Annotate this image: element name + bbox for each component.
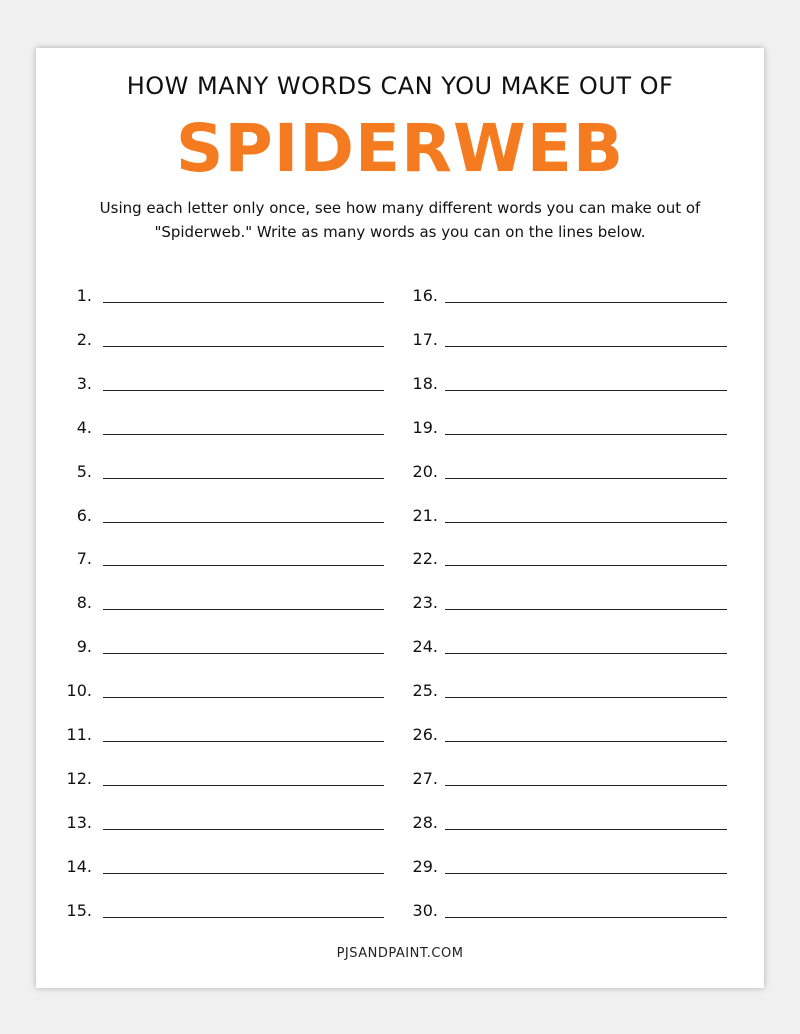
answer-line-number: 28. [412,812,438,832]
answer-line-rule[interactable] [445,917,727,918]
answer-line-number: 3. [76,373,92,393]
answer-line-number: 27. [412,768,438,788]
answer-line-number: 2. [76,329,92,349]
answer-line-rule[interactable] [445,478,727,479]
answer-line [0,460,800,484]
answer-line-rule[interactable] [445,741,727,742]
answer-line-rule[interactable] [445,346,727,347]
answer-line [0,723,800,747]
answer-line-number: 21. [412,505,438,525]
answer-line [0,504,800,528]
answer-line-number: 26. [412,725,438,744]
answer-line-number: 8. [76,593,92,613]
answer-line-number: 24. [412,637,438,657]
answer-line-rule[interactable] [445,390,727,391]
answer-line-number: 9. [76,637,92,657]
answer-line-number: 4. [76,417,92,437]
answer-line-number: 6. [76,505,92,525]
answer-line-number: 25. [412,681,438,701]
answer-line-number: 16. [412,286,438,305]
answer-line [0,328,800,352]
answer-line-number: 23. [412,593,438,613]
answer-line-number: 29. [412,856,438,876]
answer-line [0,547,800,571]
answer-line-number: 14. [66,856,92,876]
answer-line-rule[interactable] [445,785,727,786]
answer-line [0,591,800,615]
answer-line-number: 7. [76,549,92,569]
answer-line-number: 13. [66,812,92,832]
answer-line-rule[interactable] [445,302,727,303]
target-word-title: SPIDERWEB [175,110,625,187]
answer-line-number: 5. [76,461,92,481]
answer-line-rule[interactable] [445,653,727,654]
answer-line-rule[interactable] [445,434,727,435]
answer-line-rule[interactable] [445,873,727,874]
answer-line-number: 17. [412,329,438,349]
instructions-text: Using each letter only once, see how many different words you can make out of "Spiderweb." Write as many words as you can on the lines below. [99,199,701,241]
answer-line [0,855,800,879]
answer-line-number: 10. [66,681,92,701]
answer-line-number: 1. [76,286,92,305]
answer-line-rule[interactable] [445,522,727,523]
answer-line [0,767,800,791]
answer-line-rule[interactable] [445,565,727,566]
answer-line-rule[interactable] [445,697,727,698]
answer-line-rule[interactable] [445,609,727,610]
answer-line-number: 20. [412,461,438,481]
answer-line-number: 18. [412,373,438,393]
answer-line [0,416,800,440]
answer-line-rule[interactable] [445,829,727,830]
answer-line [0,372,800,396]
website-footer: PJSANDPAINT.COM [336,946,464,961]
answer-line-number: 15. [66,900,92,920]
answer-line [0,899,800,923]
answer-line-number: 22. [412,549,438,569]
answer-line [0,284,800,308]
answer-line-number: 30. [412,900,438,920]
worksheet-heading: HOW MANY WORDS CAN YOU MAKE OUT OF [126,72,674,100]
answer-line [0,679,800,703]
answer-line-number: 12. [66,768,92,788]
answer-line [0,635,800,659]
answer-line-number: 11. [66,725,92,744]
answer-line [0,811,800,835]
answer-line-number: 19. [412,417,438,437]
